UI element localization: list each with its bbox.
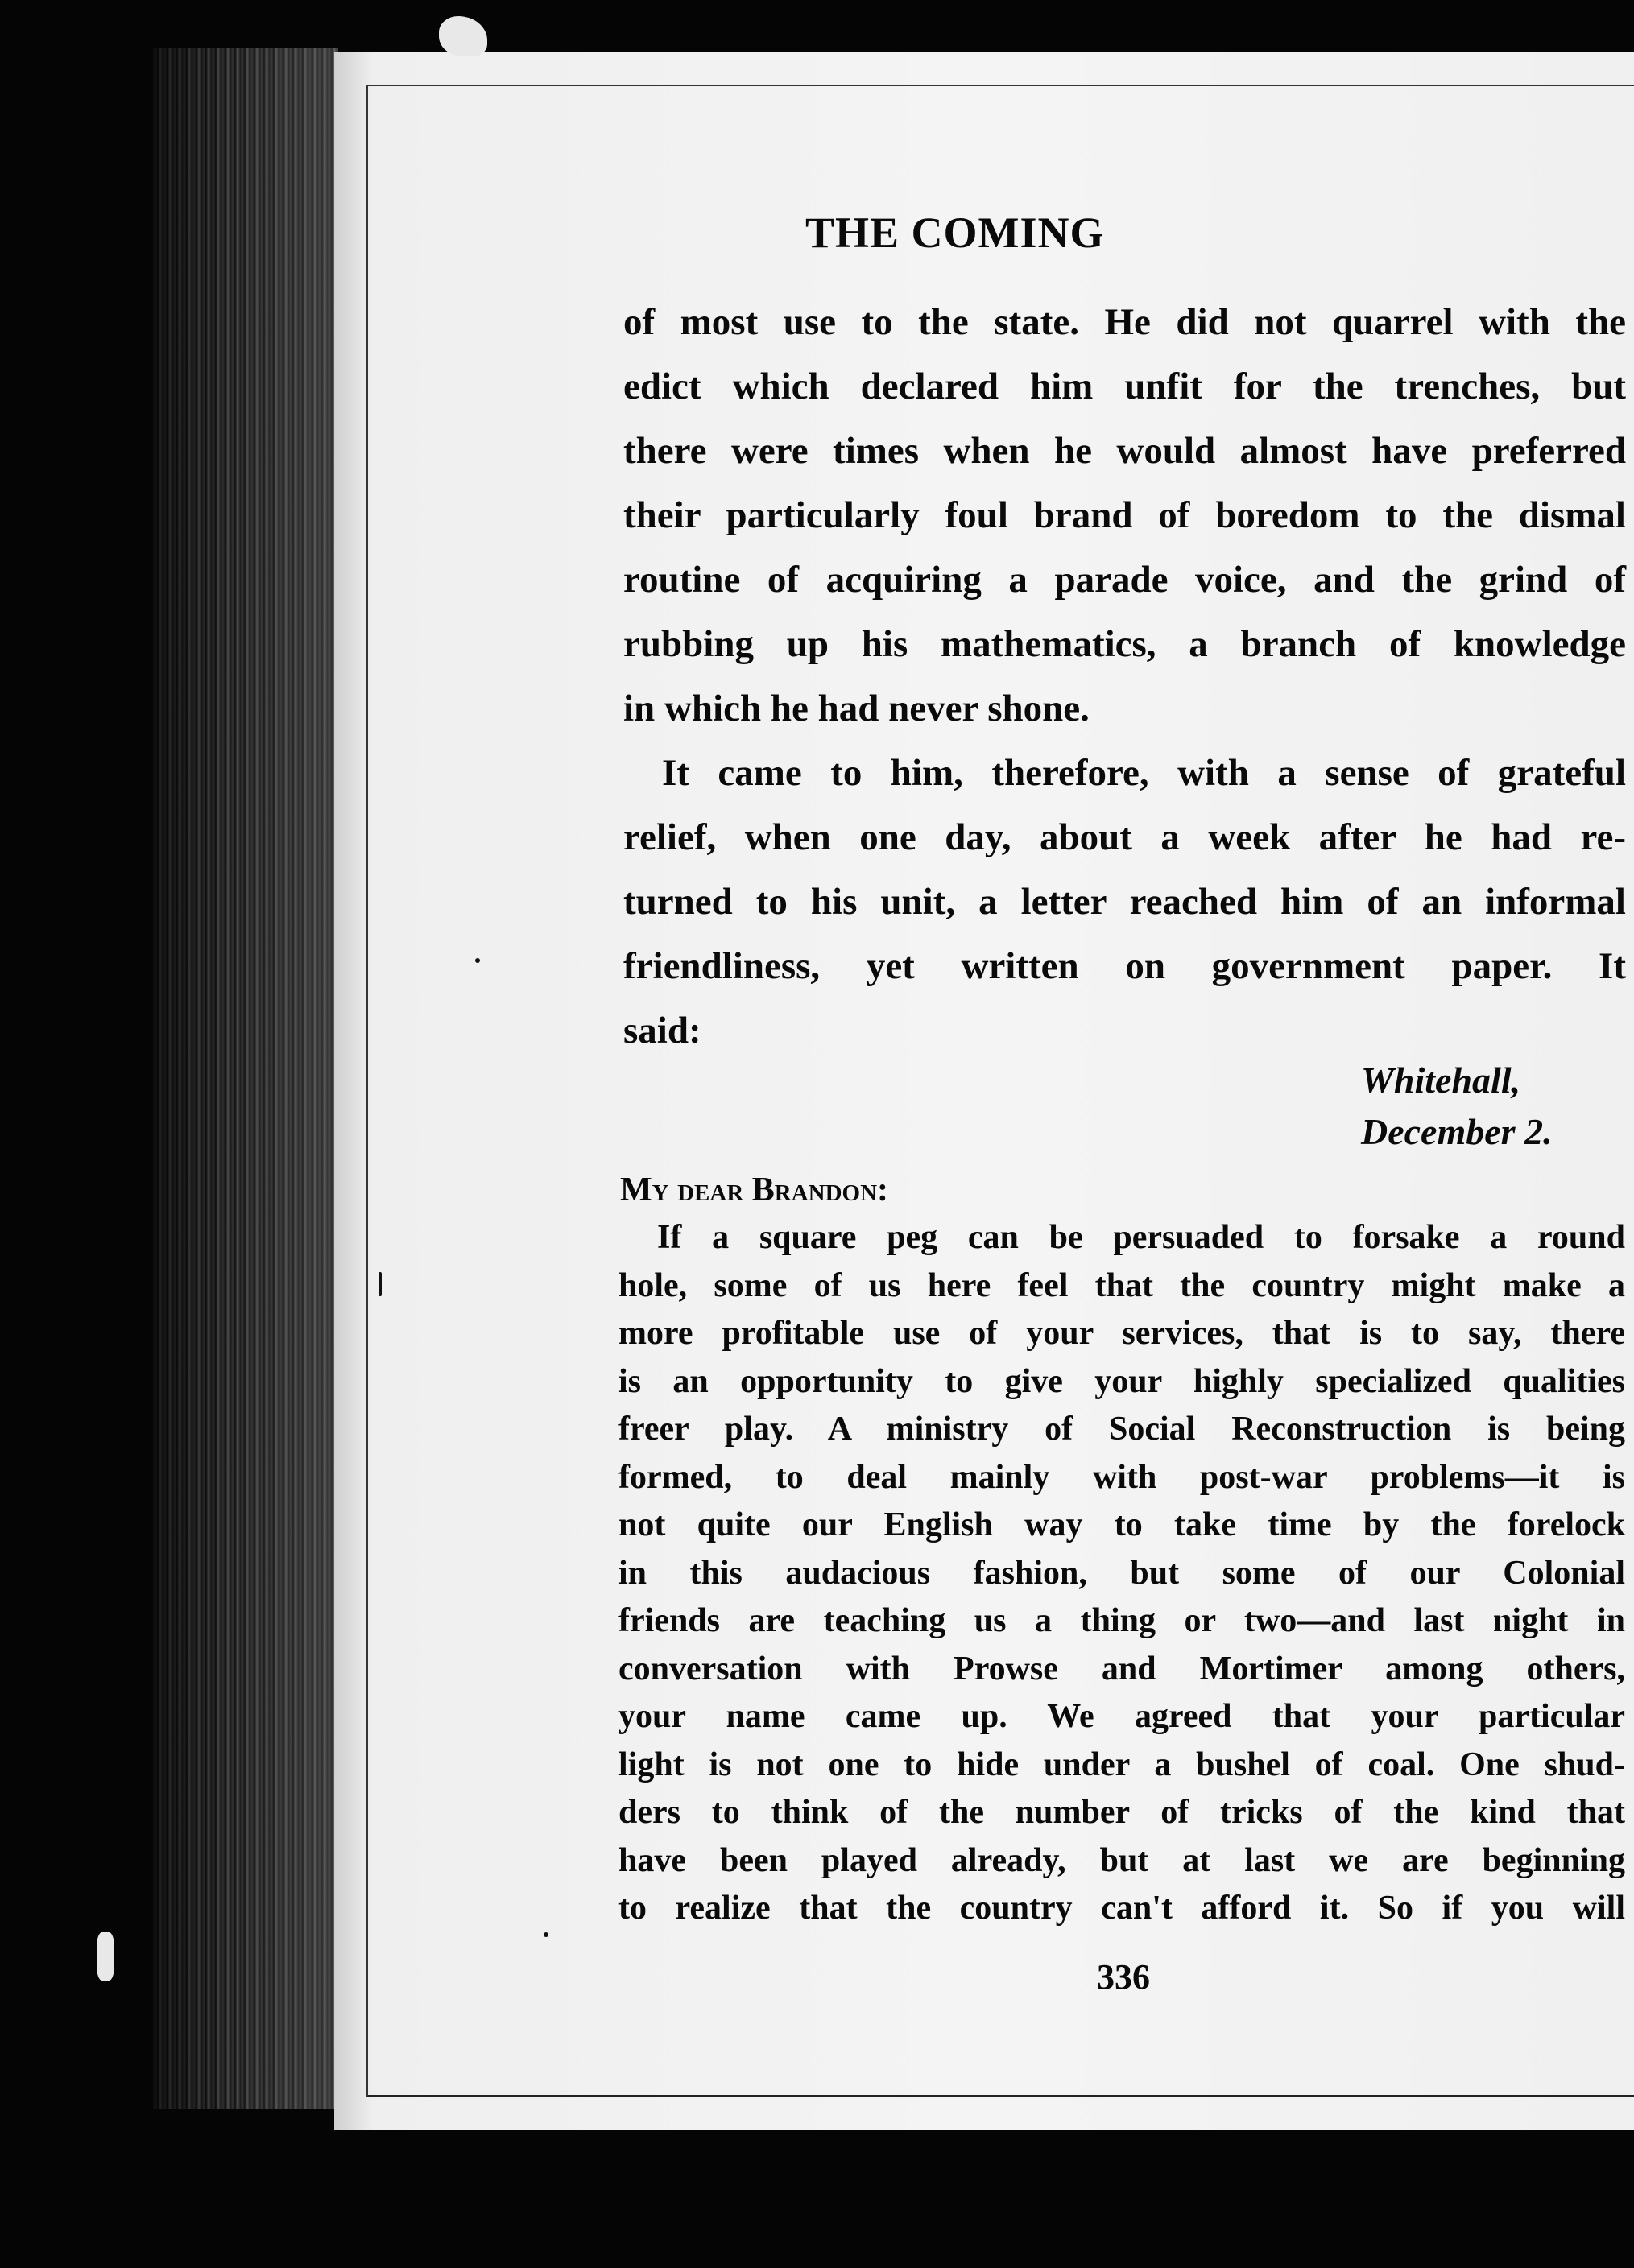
dateline-place: Whitehall,: [1361, 1060, 1521, 1101]
letter-salutation: My dear Brandon:: [620, 1171, 889, 1208]
text-line: friendliness, yet written on government paper. It: [623, 945, 1626, 987]
paper-scrap: [439, 16, 487, 56]
paragraph-1: [623, 290, 1626, 741]
text-line: their particularly foul brand of boredom to the dismal: [623, 494, 1626, 536]
letter-body: [618, 1214, 1625, 1933]
text-line: routine of acquiring a parade voice, and the grind of: [623, 559, 1626, 601]
ink-speck: [379, 1272, 382, 1296]
book-page-edges: [153, 48, 338, 2109]
text-line: more profitable use of your services, that is to say, there: [618, 1315, 1625, 1352]
text-line: conversation with Prowse and Mortimer among others,: [618, 1650, 1625, 1688]
ink-speck: [475, 958, 480, 963]
text-line: said:: [623, 1010, 701, 1051]
text-line: is an opportunity to give your highly specialized qualities: [618, 1362, 1625, 1400]
text-line: friends are teaching us a thing or two—and last night in: [618, 1602, 1625, 1639]
text-line: to realize that the country can't afford it. So if you will: [618, 1890, 1625, 1927]
paragraph-2: [623, 741, 1626, 1063]
text-line: If a square peg can be persuaded to forsake a round: [657, 1219, 1625, 1256]
text-line: hole, some of us here feel that the country might make a: [618, 1266, 1625, 1304]
text-line: ders to think of the number of tricks of the kind that: [618, 1794, 1625, 1831]
text-line: edict which declared him unfit for the trenches, but: [623, 366, 1626, 407]
text-line: formed, to deal mainly with post-war problems—it is: [618, 1458, 1625, 1496]
text-line: there were times when he would almost have preferred: [623, 430, 1626, 472]
text-line: freer play. A ministry of Social Reconstruction is being: [618, 1411, 1625, 1448]
running-head: THE COMING: [805, 209, 1105, 257]
text-line: your name came up. We agreed that your particular: [618, 1698, 1625, 1735]
paper-scrap: [97, 1932, 114, 1981]
text-line: in which he had never shone.: [623, 688, 1090, 729]
text-line: of most use to the state. He did not quarrel with the: [623, 301, 1626, 343]
ink-speck: [544, 1932, 548, 1937]
text-line: not quite our English way to take time by the forelock: [618, 1506, 1625, 1543]
text-line: in this audacious fashion, but some of our Colonial: [618, 1554, 1625, 1592]
letter-dateline: [1361, 1055, 1553, 1158]
text-line: It came to him, therefore, with a sense of grateful: [662, 752, 1626, 794]
text-line: turned to his unit, a letter reached him of an informal: [623, 881, 1626, 923]
text-line: rubbing up his mathematics, a branch of knowledge: [623, 623, 1626, 665]
dateline-date: December 2.: [1361, 1111, 1553, 1152]
text-line: relief, when one day, about a week after he had re-: [623, 816, 1626, 858]
text-line: light is not one to hide under a bushel of coal. One shud-: [618, 1745, 1625, 1783]
text-line: have been played already, but at last we are beginning: [618, 1841, 1625, 1879]
page-number: 336: [1097, 1957, 1150, 1997]
